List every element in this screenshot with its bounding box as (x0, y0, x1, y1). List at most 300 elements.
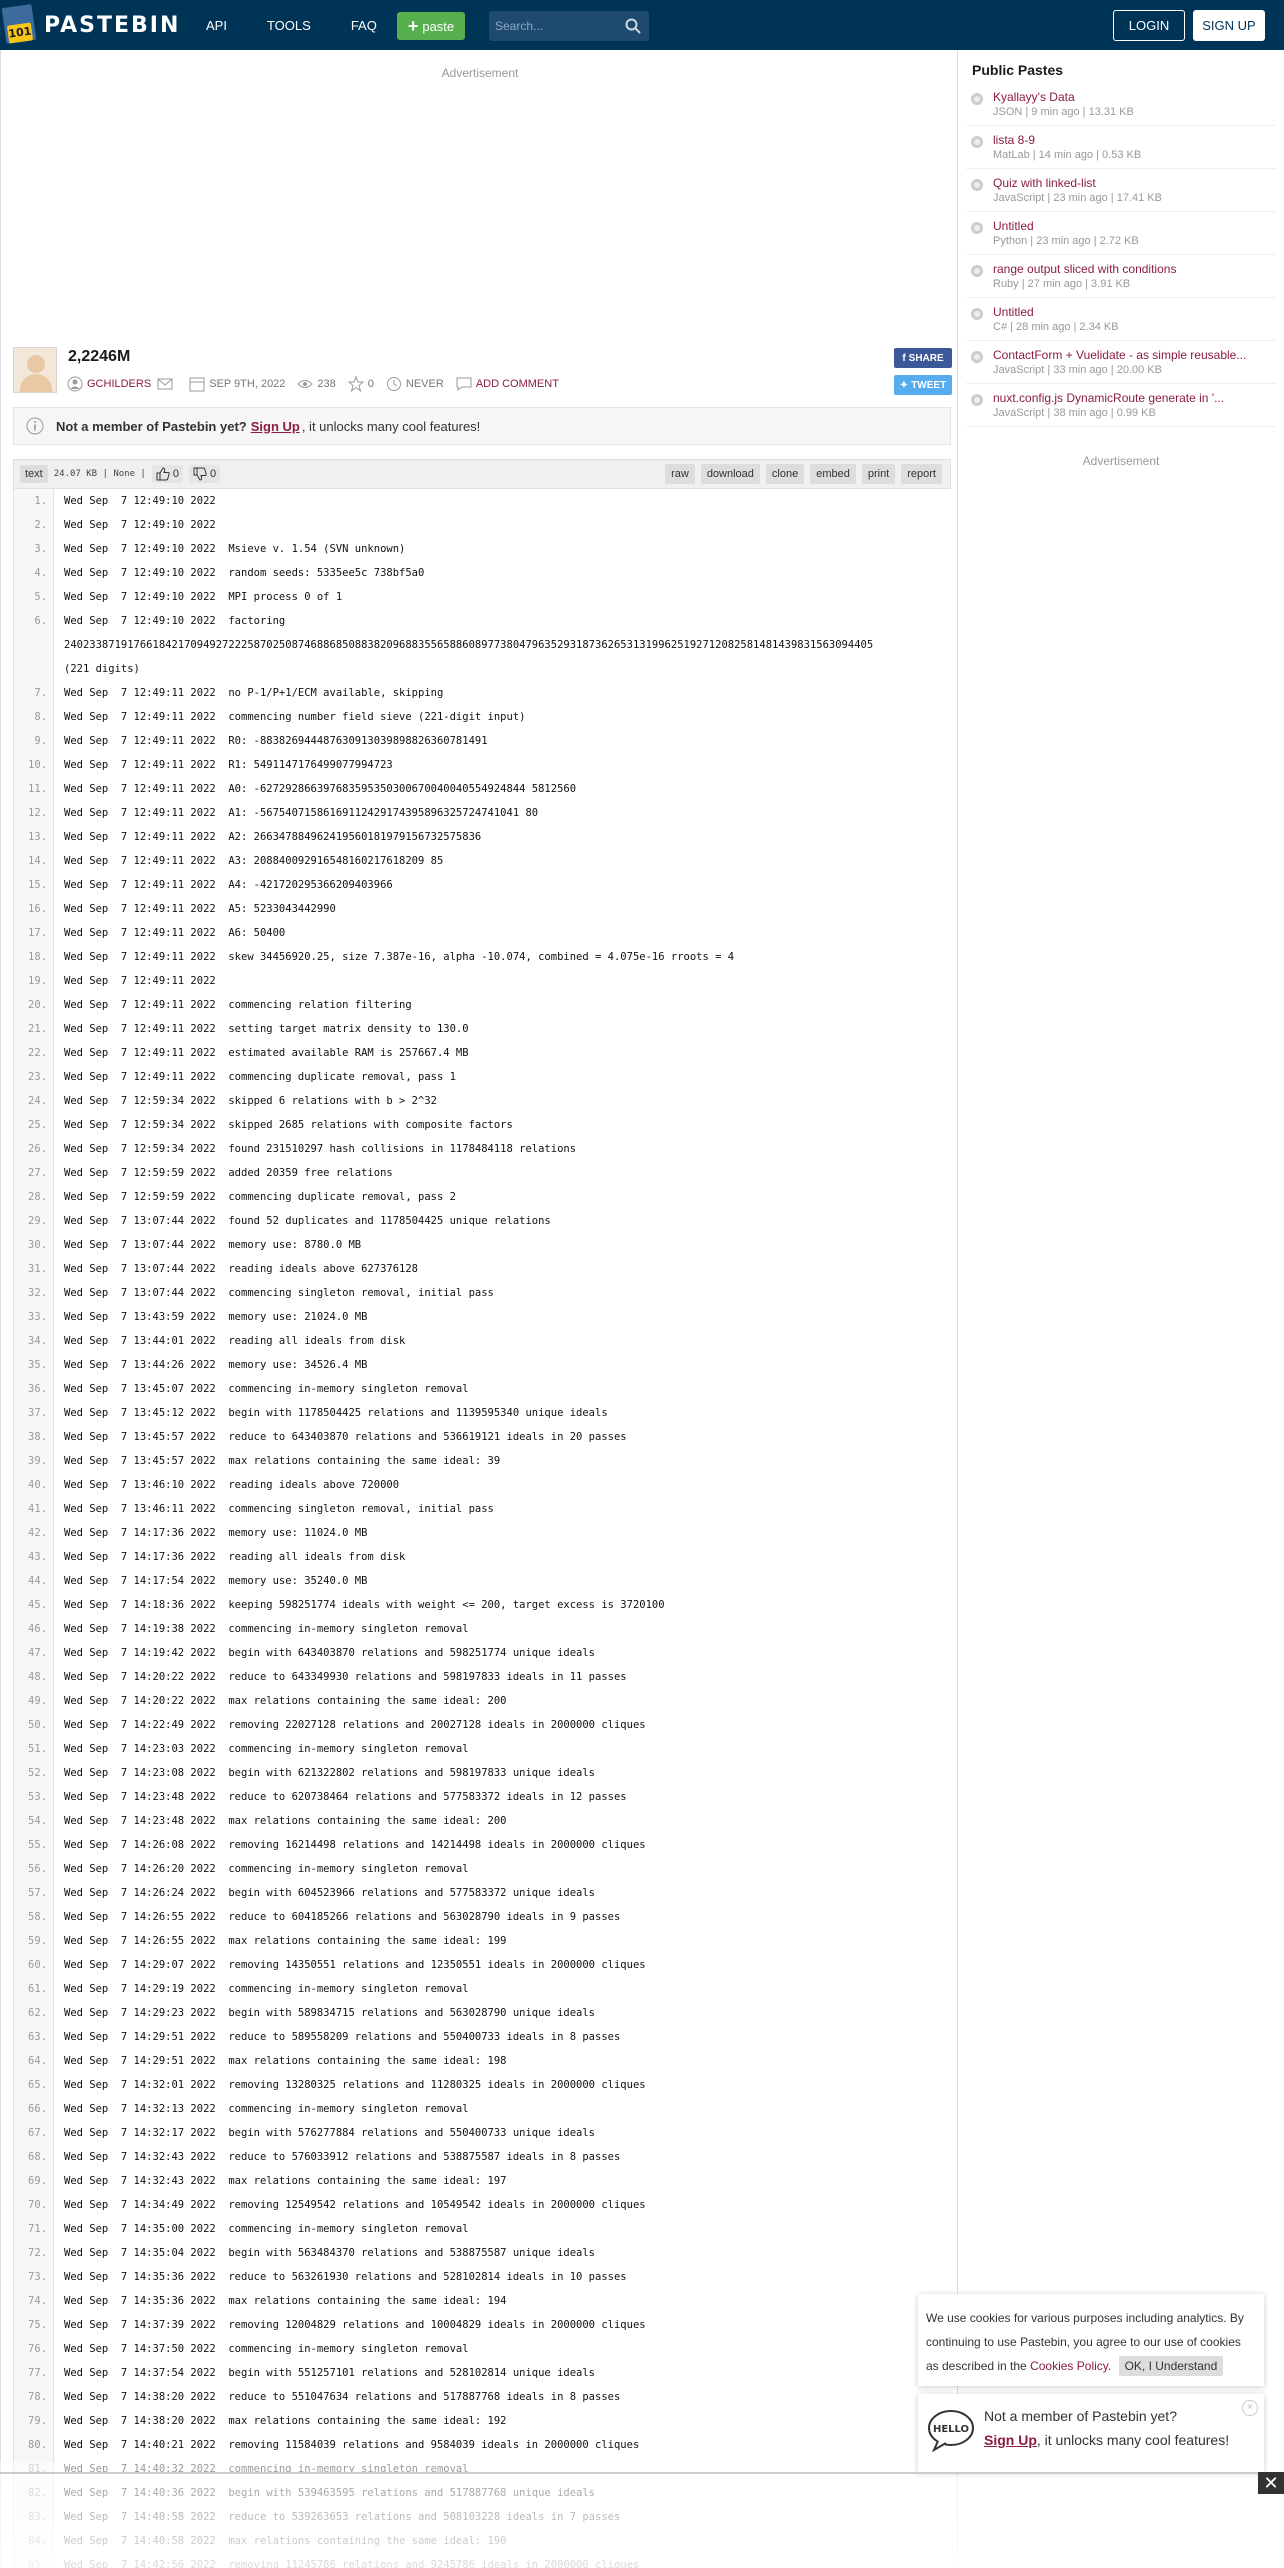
line-content: Wed Sep 7 14:35:36 2022 max relations containing the same ideal: 194 (64, 2295, 507, 2307)
line-content: Wed Sep 7 12:49:11 2022 A4: -421720295366209403966 (64, 879, 393, 891)
line-content: Wed Sep 7 13:46:10 2022 reading ideals above 720000 (64, 1479, 400, 1491)
line-number: 1. (14, 489, 54, 513)
code-line (14, 729, 951, 753)
line-content: Wed Sep 7 12:49:11 2022 estimated available RAM is 257667.4 MB (64, 1047, 469, 1059)
code-line (14, 609, 951, 633)
code-line (14, 2025, 951, 2049)
code-line (14, 489, 951, 513)
line-content: Wed Sep 7 12:49:11 2022 A1: -56754071586169112429174395896325724741041 80 (64, 807, 539, 819)
globe-icon (970, 264, 984, 278)
eye-icon (297, 376, 313, 392)
code-line (14, 1305, 951, 1329)
line-content: Wed Sep 7 14:29:51 2022 max relations containing the same ideal: 198 (64, 2055, 507, 2067)
print-button[interactable]: print (862, 464, 895, 484)
code-line (14, 993, 951, 1017)
line-content: Wed Sep 7 13:44:26 2022 memory use: 34526.4 MB (64, 1359, 368, 1371)
code-line (14, 1449, 951, 1473)
bottom-fade-overlay (0, 2462, 958, 2568)
line-number: 69. (14, 2169, 54, 2193)
line-number: 64. (14, 2049, 54, 2073)
code-line (14, 1209, 951, 1233)
line-number: 43. (14, 1545, 54, 1569)
code-line (14, 1857, 951, 1881)
login-button[interactable]: LOGIN (1113, 10, 1185, 41)
line-number: 73. (14, 2265, 54, 2289)
public-paste-meta: JavaScript | 33 min ago | 20.00 KB (993, 364, 1162, 376)
line-content: Wed Sep 7 14:20:22 2022 reduce to 643349930 relations and 598197833 ideals in 11 passes (64, 1671, 627, 1683)
syntax-tag[interactable]: text (20, 465, 48, 483)
line-number: 74. (14, 2289, 54, 2313)
line-content: 24023387191766184217094927222587025087468868508838209688355658860897738047963529318736265313199625192712082581481439831563094405 (64, 639, 874, 651)
code-line (14, 753, 951, 777)
paste-views: 238 (317, 378, 336, 390)
line-content: Wed Sep 7 14:17:36 2022 memory use: 11024.0 MB (64, 1527, 368, 1539)
line-content: Wed Sep 7 14:29:51 2022 reduce to 589558209 relations and 550400733 ideals in 8 passes (64, 2031, 621, 2043)
code-line (14, 537, 951, 561)
public-paste-item[interactable] (966, 389, 1276, 427)
code-line (14, 1809, 951, 1833)
paste-toolbar (13, 459, 951, 489)
hello-speech-icon (926, 2408, 976, 2452)
code-line (14, 777, 951, 801)
line-content: Wed Sep 7 14:22:49 2022 removing 22027128 relations and 20027128 ideals in 2000000 cliques (64, 1719, 646, 1731)
code-line (14, 2145, 951, 2169)
line-content: Wed Sep 7 14:18:36 2022 keeping 598251774 ideals with weight <= 200, target excess is 3720100 (64, 1599, 665, 1611)
public-paste-title[interactable]: range output sliced with conditions (993, 262, 1177, 276)
line-content: (221 digits) (64, 663, 140, 675)
line-content: Wed Sep 7 12:49:11 2022 (64, 975, 216, 987)
code-line (14, 1713, 951, 1737)
public-paste-item[interactable] (966, 131, 1276, 169)
line-number: 28. (14, 1185, 54, 1209)
code-line (14, 2121, 951, 2145)
line-content: Wed Sep 7 14:17:54 2022 memory use: 35240.0 MB (64, 1575, 368, 1587)
line-number: 46. (14, 1617, 54, 1641)
facebook-icon: f (902, 352, 906, 364)
line-number: 8. (14, 705, 54, 729)
code-line (14, 1425, 951, 1449)
line-number: 41. (14, 1497, 54, 1521)
public-paste-title[interactable]: lista 8-9 (993, 133, 1036, 147)
code-line (14, 2265, 951, 2289)
line-content: Wed Sep 7 14:32:43 2022 max relations containing the same ideal: 197 (64, 2175, 507, 2187)
line-number: 60. (14, 1953, 54, 1977)
line-content: Wed Sep 7 14:35:36 2022 reduce to 563261930 relations and 528102814 ideals in 10 passes (64, 2271, 627, 2283)
line-number: 53. (14, 1785, 54, 1809)
public-paste-title[interactable]: ContactForm + Vuelidate - as simple reusable... (993, 348, 1247, 362)
code-line (14, 1953, 951, 1977)
line-content: Wed Sep 7 13:07:44 2022 commencing singleton removal, initial pass (64, 1287, 494, 1299)
line-number: 4. (14, 561, 54, 585)
code-line (14, 1545, 951, 1569)
line-number: 71. (14, 2217, 54, 2241)
line-number: 10. (14, 753, 54, 777)
public-paste-meta: MatLab | 14 min ago | 0.53 KB (993, 149, 1142, 161)
line-content: Wed Sep 7 12:59:59 2022 added 20359 free relations (64, 1167, 393, 1179)
line-content: Wed Sep 7 14:23:03 2022 commencing in-memory singleton removal (64, 1743, 469, 1755)
advertisement-label: Advertisement (441, 66, 519, 80)
line-number: 48. (14, 1665, 54, 1689)
line-number: 23. (14, 1065, 54, 1089)
thumbs-down-icon (193, 467, 207, 481)
globe-icon (970, 135, 984, 149)
code-line (14, 2409, 951, 2433)
new-paste-button[interactable] (397, 12, 465, 40)
line-number: 11. (14, 777, 54, 801)
line-number: 40. (14, 1473, 54, 1497)
top-header (0, 0, 1284, 50)
line-content: Wed Sep 7 13:45:12 2022 begin with 1178504425 relations and 1139595340 unique ideals (64, 1407, 608, 1419)
line-content: Wed Sep 7 14:38:20 2022 reduce to 551047634 relations and 517887768 ideals in 8 passes (64, 2391, 621, 2403)
public-paste-item[interactable] (966, 346, 1276, 384)
line-content: Wed Sep 7 14:37:50 2022 commencing in-memory singleton removal (64, 2343, 469, 2355)
line-number: 26. (14, 1137, 54, 1161)
line-number: 2. (14, 513, 54, 537)
line-content: Wed Sep 7 12:59:34 2022 found 231510297 hash collisions in 1178484118 relations (64, 1143, 577, 1155)
line-number: 24. (14, 1089, 54, 1113)
paste-info (67, 376, 571, 392)
code-line (14, 825, 951, 849)
line-number: 6. (14, 609, 54, 633)
line-content: Wed Sep 7 14:35:04 2022 begin with 563484370 relations and 538875587 unique ideals (64, 2247, 596, 2259)
line-content: Wed Sep 7 13:07:44 2022 reading ideals above 627376128 (64, 1263, 419, 1275)
line-content: Wed Sep 7 12:49:11 2022 commencing number field sieve (221-digit input) (64, 711, 526, 723)
calendar-icon (189, 376, 205, 392)
search-box (489, 11, 649, 41)
line-content: Wed Sep 7 14:19:42 2022 begin with 643403870 relations and 598251774 unique ideals (64, 1647, 596, 1659)
line-number: 56. (14, 1857, 54, 1881)
line-content: Wed Sep 7 14:29:23 2022 begin with 589834715 relations and 563028790 unique ideals (64, 2007, 596, 2019)
code-line (14, 681, 951, 705)
line-number: 59. (14, 1929, 54, 1953)
line-content: Wed Sep 7 14:26:55 2022 max relations containing the same ideal: 199 (64, 1935, 507, 1947)
code-line (14, 1353, 951, 1377)
avatar[interactable] (13, 347, 57, 393)
public-paste-title[interactable]: nuxt.config.js DynamicRoute generate in '... (993, 391, 1225, 405)
twitter-icon: ✦ (899, 379, 909, 391)
code-line (14, 1041, 951, 1065)
embed-button[interactable]: embed (810, 464, 856, 484)
line-number: 80. (14, 2433, 54, 2457)
public-paste-title[interactable]: Untitled (993, 219, 1034, 233)
search-icon[interactable] (625, 18, 641, 34)
main-content (0, 50, 958, 2568)
popup-line2: Sign Up, it unlocks many cool features! (984, 2432, 1230, 2448)
line-number: 63. (14, 2025, 54, 2049)
code-line (14, 1065, 951, 1089)
line-content: Wed Sep 7 14:26:24 2022 begin with 604523966 relations and 577583372 unique ideals (64, 1887, 596, 1899)
code-line (14, 969, 951, 993)
code-line (14, 1977, 951, 2001)
code-line (14, 1929, 951, 1953)
public-paste-meta: C# | 28 min ago | 2.34 KB (993, 321, 1119, 333)
line-content: Wed Sep 7 13:45:57 2022 reduce to 643403870 relations and 536619121 ideals in 20 passes (64, 1431, 627, 1443)
paste-size-meta: 24.07 KB | None | (53, 469, 146, 479)
line-content: Wed Sep 7 12:49:11 2022 skew 34456920.25, size 7.387e-16, alpha -10.074, combined = 4.075e-16 rroots = 4 (64, 951, 735, 963)
line-number: 17. (14, 921, 54, 945)
code-line (14, 1137, 951, 1161)
line-content: Wed Sep 7 14:40:21 2022 removing 11584039 relations and 9584039 ideals in 2000000 cliques (64, 2439, 640, 2451)
line-number: 34. (14, 1329, 54, 1353)
public-paste-item[interactable] (966, 260, 1276, 298)
public-paste-meta: JSON | 9 min ago | 13.31 KB (993, 106, 1134, 118)
paste-expiration: NEVER (405, 378, 444, 390)
line-number: 13. (14, 825, 54, 849)
code-line (14, 2001, 951, 2025)
line-number: 30. (14, 1233, 54, 1257)
line-content: Wed Sep 7 12:49:10 2022 MPI process 0 of 1 (64, 591, 343, 603)
code-line (14, 849, 951, 873)
line-number: 27. (14, 1161, 54, 1185)
line-number (14, 633, 54, 657)
line-content: Wed Sep 7 12:49:11 2022 A3: 208840092916548160217618209 85 (64, 855, 444, 867)
cookie-notice (918, 2294, 1264, 2386)
line-number: 22. (14, 1041, 54, 1065)
code-line (14, 2289, 951, 2313)
signup-popup (918, 2394, 1264, 2472)
line-content: Wed Sep 7 12:49:10 2022 Msieve v. 1.54 (SVN unknown) (64, 543, 406, 555)
line-number: 38. (14, 1425, 54, 1449)
nav-tools[interactable]: TOOLS (266, 18, 311, 33)
code-line (14, 1281, 951, 1305)
public-paste-item[interactable] (966, 303, 1276, 341)
line-number: 65. (14, 2073, 54, 2097)
line-number: 14. (14, 849, 54, 873)
raw-button[interactable]: raw (665, 464, 695, 484)
code-line (14, 585, 951, 609)
line-content: Wed Sep 7 13:43:59 2022 memory use: 21024.0 MB (64, 1311, 368, 1323)
line-content: Wed Sep 7 12:59:59 2022 commencing duplicate removal, pass 2 (64, 1191, 456, 1203)
code-line (14, 1257, 951, 1281)
code-line (14, 1785, 951, 1809)
like-button[interactable]: 0 (152, 465, 183, 483)
line-content: Wed Sep 7 12:49:10 2022 (64, 495, 216, 507)
line-number: 3. (14, 537, 54, 561)
thumbs-up-icon (156, 467, 170, 481)
line-number: 45. (14, 1593, 54, 1617)
line-content: Wed Sep 7 14:26:20 2022 commencing in-memory singleton removal (64, 1863, 469, 1875)
line-number: 52. (14, 1761, 54, 1785)
globe-icon (970, 307, 984, 321)
line-number: 66. (14, 2097, 54, 2121)
line-number: 20. (14, 993, 54, 1017)
line-number: 61. (14, 1977, 54, 2001)
nav-faq[interactable]: FAQ (350, 18, 377, 33)
line-number: 12. (14, 801, 54, 825)
code-line (14, 1521, 951, 1545)
paste-actions (665, 464, 942, 484)
close-ad-icon[interactable]: ✕ (1258, 2472, 1284, 2494)
code-line (14, 945, 951, 969)
line-number: 58. (14, 1905, 54, 1929)
line-content: Wed Sep 7 14:26:08 2022 removing 16214498 relations and 14214498 ideals in 2000000 cliques (64, 1839, 646, 1851)
code-line (14, 1473, 951, 1497)
line-content: Wed Sep 7 14:20:22 2022 max relations containing the same ideal: 200 (64, 1695, 507, 1707)
line-number: 78. (14, 2385, 54, 2409)
add-comment-link[interactable]: ADD COMMENT (475, 378, 559, 390)
share-button[interactable]: f SHARE (894, 348, 952, 368)
code-line (14, 1905, 951, 1929)
code-line (14, 1329, 951, 1353)
line-number: 16. (14, 897, 54, 921)
code-line (14, 2385, 951, 2409)
pastebin-logo[interactable] (2, 4, 180, 46)
info-icon (26, 417, 44, 435)
line-number: 77. (14, 2361, 54, 2385)
code-line (14, 1233, 951, 1257)
line-content: Wed Sep 7 14:17:36 2022 reading all ideals from disk (64, 1551, 406, 1563)
line-content: Wed Sep 7 14:29:07 2022 removing 14350551 relations and 12350551 ideals in 2000000 cliques (64, 1959, 646, 1971)
line-number: 54. (14, 1809, 54, 1833)
message-icon[interactable] (157, 376, 173, 392)
svg-text:HELLO: HELLO (932, 2424, 970, 2435)
comment-icon (456, 376, 472, 392)
line-content: Wed Sep 7 14:29:19 2022 commencing in-memory singleton removal (64, 1983, 469, 1995)
line-number: 33. (14, 1305, 54, 1329)
code-line (14, 561, 951, 585)
code-line (14, 2097, 951, 2121)
public-paste-item[interactable] (966, 174, 1276, 212)
line-content: Wed Sep 7 12:49:11 2022 A6: 50400 (64, 927, 286, 939)
code-line (14, 1665, 951, 1689)
line-content: Wed Sep 7 13:07:44 2022 memory use: 8780.0 MB (64, 1239, 362, 1251)
code-line (14, 1593, 951, 1617)
line-number: 36. (14, 1377, 54, 1401)
line-number: 29. (14, 1209, 54, 1233)
line-content: Wed Sep 7 12:49:10 2022 factoring (64, 615, 286, 627)
sidebar-advertisement-label: Advertisement (1082, 454, 1160, 468)
line-content: Wed Sep 7 14:34:49 2022 removing 12549542 relations and 10549542 ideals in 2000000 cliques (64, 2199, 646, 2211)
clock-icon (386, 376, 402, 392)
code-line (14, 1833, 951, 1857)
plus-icon: + (407, 16, 419, 36)
public-paste-meta: Ruby | 27 min ago | 3.91 KB (993, 278, 1131, 290)
dislike-button[interactable]: 0 (189, 465, 220, 483)
code-line (14, 2049, 951, 2073)
globe-icon (970, 92, 984, 106)
line-content: Wed Sep 7 14:19:38 2022 commencing in-memory singleton removal (64, 1623, 469, 1635)
line-content: Wed Sep 7 12:59:34 2022 skipped 2685 relations with composite factors (64, 1119, 513, 1131)
notice-signup-link[interactable]: Sign Up (250, 418, 300, 434)
line-number: 25. (14, 1113, 54, 1137)
line-number: 75. (14, 2313, 54, 2337)
line-content: Wed Sep 7 12:49:11 2022 R0: -883826944487630913039898826360781491 (64, 735, 488, 747)
line-content: Wed Sep 7 14:37:54 2022 begin with 551257101 relations and 528102814 unique ideals (64, 2367, 596, 2379)
popup-line1: Not a member of Pastebin yet? (984, 2408, 1177, 2424)
line-content: Wed Sep 7 13:44:01 2022 reading all ideals from disk (64, 1335, 406, 1347)
code-line (14, 2337, 951, 2361)
line-number: 62. (14, 2001, 54, 2025)
cookie-ok-button[interactable]: OK, I Understand (1119, 2356, 1224, 2376)
code-line (14, 897, 951, 921)
code-line (14, 1641, 951, 1665)
tweet-button[interactable]: ✦ TWEET (894, 375, 952, 395)
public-paste-item[interactable] (966, 217, 1276, 255)
public-paste-item[interactable] (966, 88, 1276, 126)
code-line (14, 801, 951, 825)
line-content: Wed Sep 7 14:35:00 2022 commencing in-memory singleton removal (64, 2223, 469, 2235)
line-content: Wed Sep 7 14:23:08 2022 begin with 621322802 relations and 598197833 unique ideals (64, 1767, 596, 1779)
notice-bold-text: Not a member of Pastebin yet? (56, 418, 247, 434)
public-paste-meta: Python | 23 min ago | 2.72 KB (993, 235, 1139, 247)
line-number: 39. (14, 1449, 54, 1473)
code-line (14, 921, 951, 945)
line-content: Wed Sep 7 14:26:55 2022 reduce to 604185266 relations and 563028790 ideals in 9 passes (64, 1911, 621, 1923)
paste-title: 2,2246M (68, 348, 131, 365)
code-line (14, 2433, 951, 2457)
code-line (14, 1497, 951, 1521)
line-number: 37. (14, 1401, 54, 1425)
line-content: Wed Sep 7 14:23:48 2022 reduce to 620738464 relations and 577583372 ideals in 12 passes (64, 1791, 627, 1803)
logo-text: PASTEBIN (44, 12, 181, 38)
paste-author[interactable]: GCHILDERS (87, 378, 152, 390)
star-icon[interactable] (348, 376, 364, 392)
code-line (14, 2241, 951, 2265)
line-number: 44. (14, 1569, 54, 1593)
code-line (14, 2193, 951, 2217)
search-input[interactable] (489, 11, 619, 41)
line-number: 51. (14, 1737, 54, 1761)
line-content: Wed Sep 7 12:59:34 2022 skipped 6 relations with b > 2^32 (64, 1095, 437, 1107)
line-number: 72. (14, 2241, 54, 2265)
popup-signup-link[interactable]: Sign Up (984, 2432, 1037, 2448)
public-paste-title[interactable]: Quiz with linked-list (993, 176, 1096, 190)
line-number: 79. (14, 2409, 54, 2433)
code-line (14, 513, 951, 537)
paste-stars: 0 (367, 378, 374, 390)
line-content: Wed Sep 7 12:49:11 2022 commencing duplicate removal, pass 1 (64, 1071, 456, 1083)
report-button[interactable]: report (901, 464, 942, 484)
code-line (14, 2361, 951, 2385)
code-line (14, 1689, 951, 1713)
line-content: Wed Sep 7 14:37:39 2022 removing 12004829 relations and 10004829 ideals in 2000000 cliques (64, 2319, 646, 2331)
user-icon (67, 376, 83, 392)
line-number: 32. (14, 1281, 54, 1305)
code-line (14, 633, 951, 657)
line-number: 49. (14, 1689, 54, 1713)
code-line (14, 2073, 951, 2097)
code-line (14, 1185, 951, 1209)
line-number: 57. (14, 1881, 54, 1905)
clone-button[interactable]: clone (766, 464, 804, 484)
public-paste-meta: JavaScript | 23 min ago | 17.41 KB (993, 192, 1162, 204)
line-number: 5. (14, 585, 54, 609)
signup-button[interactable]: SIGN UP (1193, 10, 1265, 41)
cookie-text: We use cookies for various purposes including analytics. By continuing to use Pastebin, you agree to our use of cookies as described in the (926, 2311, 1244, 2373)
line-number: 47. (14, 1641, 54, 1665)
cookies-policy-link[interactable]: Cookies Policy. (1030, 2359, 1112, 2373)
line-number: 76. (14, 2337, 54, 2361)
globe-icon (970, 393, 984, 407)
public-paste-title[interactable]: Untitled (993, 305, 1034, 319)
line-content: Wed Sep 7 14:32:17 2022 begin with 576277884 relations and 550400733 unique ideals (64, 2127, 596, 2139)
public-pastes-title: Public Pastes (972, 62, 1064, 78)
paste-label: paste (422, 18, 455, 34)
code-line (14, 705, 951, 729)
line-content: Wed Sep 7 12:49:11 2022 R1: 5491147176499077994723 (64, 759, 393, 771)
download-button[interactable]: download (701, 464, 760, 484)
code-line (14, 1881, 951, 1905)
line-number: 42. (14, 1521, 54, 1545)
line-content: Wed Sep 7 12:49:11 2022 A2: 266347884962419560181979156732575836 (64, 831, 482, 843)
logo-icon: 101 (2, 4, 40, 46)
code-listing (13, 489, 951, 2568)
line-content: Wed Sep 7 12:49:11 2022 A5: 5233043442990 (64, 903, 336, 915)
nav-api[interactable]: API (206, 18, 227, 33)
popup-close-icon[interactable]: × (1242, 2400, 1258, 2416)
public-paste-title[interactable]: Kyallayy's Data (993, 90, 1075, 104)
code-line (14, 1113, 951, 1137)
